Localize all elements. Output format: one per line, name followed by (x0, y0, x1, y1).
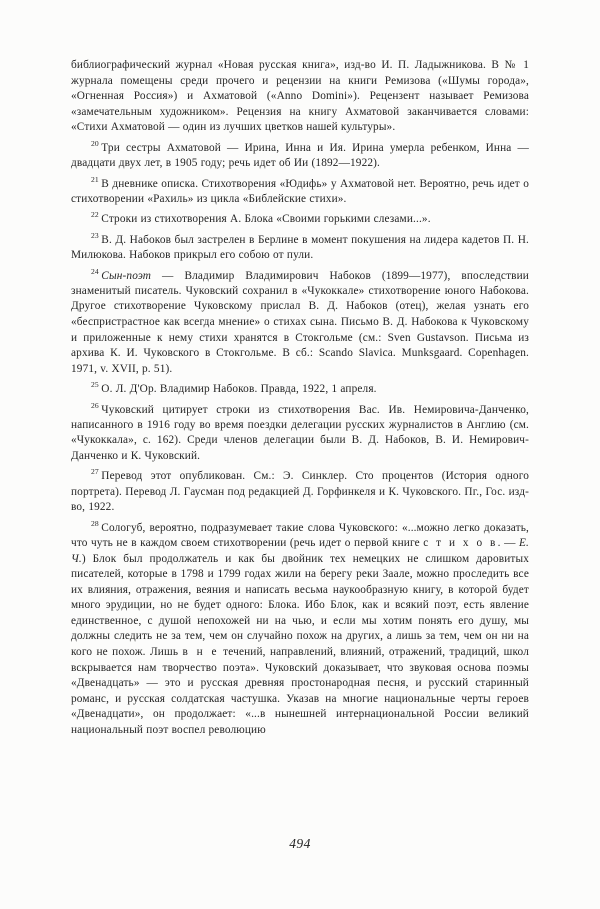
body-text: Строки из стихотворения А. Блока «Своими горькими слезами...». (101, 213, 431, 226)
emphasis-text: Сын-поэт (101, 269, 152, 282)
body-text: О. Л. Д'Ор. Владимир Набоков. Правда, 1922, 1 апреля. (101, 382, 377, 395)
footnote-24 (71, 264, 529, 378)
footnote-marker: 28 (91, 518, 99, 528)
body-text: — Владимир Владимирович Набоков (1899—1977), впоследствии знаменитый писатель. Чуковский сохранил в «Чукоккале» стихотворение юного Набокова. Другое стихотворение Чуковскому прислал В. Д. Набоков (отец), желая узнать его «беспристрастное как всегда мнение» о стихах сына. Письмо В. Д. Набокова к Чуковскому и приложенные к нему стихи хранятся в Стокгольме (см.: Sven Gustavson. Письма из архива К. И. Чуковского в Стокгольме. В сб.: Scando Slavica. Munksgaard. Copenhagen. 1971, v. XVII, p. 51). (71, 269, 529, 375)
emphasis-text: Е. Ч. (71, 537, 529, 565)
text-column (71, 58, 529, 738)
body-text: В. Д. Набоков был застрелен в Берлине в момент покушения на лидера кадетов П. Н. Милюкова. Набоков прикрыл его собою от пули. (71, 233, 529, 262)
body-text: В дневнике описка. Стихотворения «Юдифь» у Ахматовой нет. Вероятно, речь идет о стихотворении «Рахиль» из цикла «Библейские стихи». (71, 177, 529, 205)
page-number: 494 (289, 836, 311, 851)
footnote-25 (71, 377, 529, 397)
body-text: течений, направлений, влияний, отражений, традиций, школ вскрывается нам творчество поэта». Чуковский доказывает, что звуковая основа поэмы «Двенадцать» — это и русская древняя простонародная песня, и русский старинный романс, и русская солдатская частушка. Указав на многие национальные черты героев «Двенадцати», он продолжает: «...в нынешней интернациональной России великий национальный поэт воспел революцию (71, 646, 529, 736)
body-text: Сологуб, вероятно, подразумевает такие слова Чуковского: «...можно легко доказать, что чуть не в каждом своем стихотворении (речь идет о первой книге (71, 521, 529, 550)
footnote-marker: 25 (91, 380, 99, 390)
body-text: Перевод этот опубликован. См.: Э. Синклер. Сто процентов (История одного портрета). Перевод Л. Гаусман под редакцией Д. Горфинкеля и К. Чуковского. Пг., Гос. изд-во, 1922. (71, 470, 529, 514)
footnote-28 (71, 516, 529, 738)
body-text: Чуковский цитирует строки из стихотворения Вас. Ив. Немировича-Данченко, написанного в 1916 году во время поездки делегации русских журналистов в Англию (см. «Чукоккала», с. 162). Среди членов делегации были В. Д. Набоков, В. И. Немирович-Данченко и К. Чуковский. (71, 403, 529, 462)
footnote-20 (71, 136, 529, 172)
body-text: Три сестры Ахматовой — Ирина, Инна и Ия. Ирина умерла ребенком, Инна — двадцати двух лет, в 1905 году; речь идет об Ии (1892—1922). (71, 141, 529, 170)
footnote-marker: 21 (91, 174, 99, 184)
footnote-26 (71, 398, 529, 465)
body-text: . — (497, 537, 519, 550)
footnote-marker: 27 (91, 467, 99, 477)
footnote-21 (71, 172, 529, 208)
footnote-marker: 23 (91, 230, 99, 240)
footnote-marker: 26 (91, 400, 99, 410)
footnote-marker: 20 (91, 138, 99, 148)
letterspaced-text: с т и х о в (423, 537, 498, 550)
body-text: библиографический журнал «Новая русская книга», изд-во И. П. Ладыжникова. В № 1 журнала помещены среди прочего и рецензии на книги Ремизова («Шумы города», «Огненная Россия») и Ахматовой («Anno Domini»). Рецензент называет Ремизова «замечательным художником». Рецензия на книгу Ахматовой заканчивается словами: «Стихи Ахматовой — один из лучших цветков нашей культуры». (71, 59, 529, 134)
body-text: ) Блок был продолжатель и как бы двойник тех немецких не слишком даровитых писателей, которые в 1798 и 1799 годах жили на берегу реки Заале, можно проследить все их влияния, отражения, веяния и написать весьма наукообразную книгу, в которой будет много эрудиции, но не будет одного: Блока. Ибо Блок, как и всякий поэт, есть явление единственное, с душой непохожей ни на чью, и если мы хотим понять его душу, мы должны следить не за тем, чем он случайно похож на других, а лишь за тем, чем он ни на кого не похож. Лишь (71, 552, 529, 659)
footnote-marker: 22 (91, 210, 99, 220)
letterspaced-text: в н е (182, 646, 219, 659)
footnote-27 (71, 464, 529, 515)
footnote-marker: 24 (91, 266, 99, 276)
footnote-23 (71, 228, 529, 264)
footnote-22 (71, 207, 529, 227)
paragraph-continuation (71, 58, 529, 136)
